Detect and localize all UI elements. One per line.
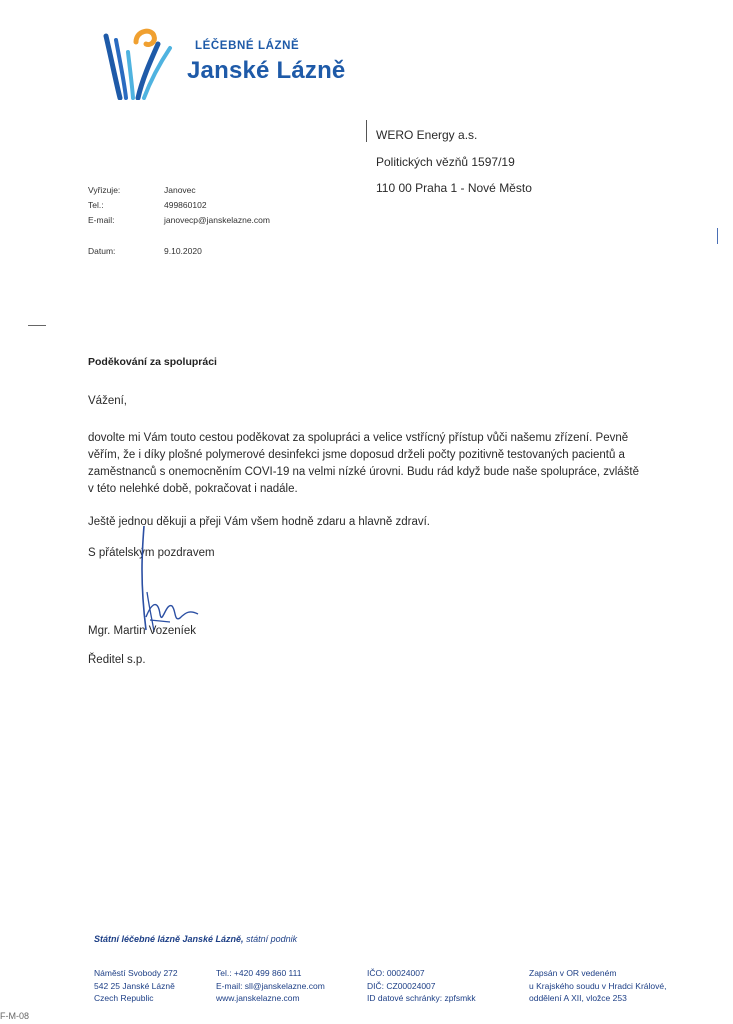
signer-name: Mgr. Martin Vozeníek (88, 625, 197, 637)
vyrizuje-value: Janovec (164, 185, 196, 195)
email-value: janovecp@janskelazne.com (164, 215, 270, 225)
footer-address-1: Náměstí Svobody 272 (94, 968, 178, 978)
datum-value: 9.10.2020 (164, 246, 202, 256)
paragraph-1-line-4: v této nelehké době, pokračovat i nadále. (88, 483, 298, 495)
paragraph-1-line-1: dovolte mi Vám touto cestou poděkovat za spolupráci a velice vstřícný přístup vůči našemu zřízení. Pevně (88, 432, 629, 444)
footer-contact (216, 967, 325, 1005)
footer-address-2: 542 25 Janské Lázně (94, 980, 175, 991)
signer-title: Ředitel s.p. (88, 654, 146, 666)
handwritten-signature (120, 522, 220, 637)
paragraph-1-line-3: zaměstnanců s onemocněním COVI-19 na velmi nízké úrovni. Budu rád když bude naše spolupráce, zvláště (88, 466, 640, 478)
footer-dic: DIČ: CZ00024007 (367, 980, 436, 991)
logo-subtitle: LÉČEBNÉ LÁZNĚ (195, 40, 300, 52)
janske-lazne-logo-icon (96, 22, 186, 100)
vyrizuje-label: Vyřizuje: (88, 185, 121, 195)
footer-company-name: Státní léčebné lázně Janské Lázně, (94, 934, 244, 944)
fold-mark-right (717, 228, 718, 244)
paragraph-2: Ještě jednou děkuji a přeji Vám všem hodně zdaru a hlavně zdraví. (88, 516, 431, 528)
salutation: Vážení, (88, 395, 127, 407)
footer-reg-1: Zapsán v OR vedeném (529, 968, 617, 978)
footer-datova-schranka: ID datové schránky: zpfsmkk (367, 993, 476, 1003)
tel-label: Tel.: (88, 200, 104, 210)
footer-reg-3: oddělení A XII, vložce 253 (529, 993, 627, 1003)
recipient-line-3: 110 00 Praha 1 - Nové Město (376, 181, 532, 195)
recipient-line-2: Politických vězňů 1597/19 (376, 155, 515, 169)
footer-email: E-mail: sll@janskelazne.com (216, 980, 325, 991)
form-mark: F-M-08 (0, 1011, 29, 1021)
tel-value: 499860102 (164, 200, 207, 210)
letter-subject: Poděkování za spolupráci (88, 356, 217, 368)
footer-web: www.janskelazne.com (216, 993, 300, 1003)
recipient-window-mark (366, 120, 367, 142)
recipient-line-1: WERO Energy a.s. (376, 128, 478, 142)
datum-label: Datum: (88, 246, 116, 256)
logo-title: Janské Lázně (187, 57, 346, 84)
closing: S přátelským pozdravem (88, 547, 215, 559)
footer-ico: IČO: 00024007 (367, 968, 425, 978)
footer-reg-2: u Krajského soudu v Hradci Králové, (529, 980, 667, 991)
email-label: E-mail: (88, 215, 115, 225)
fold-mark-left (28, 325, 46, 326)
footer-registration (529, 967, 667, 1005)
footer-tel: Tel.: +420 499 860 111 (216, 968, 302, 978)
footer-address-3: Czech Republic (94, 993, 154, 1003)
paragraph-1-line-2: věřím, že i díky plošné polymerové desinfekci jsme doposud drželi počty pozitivně testovaných pacientů a (88, 449, 625, 461)
footer-company-type: státní podnik (243, 934, 298, 944)
footer-ids (367, 967, 476, 1005)
footer-address (94, 967, 178, 1005)
footer-company (94, 934, 297, 944)
